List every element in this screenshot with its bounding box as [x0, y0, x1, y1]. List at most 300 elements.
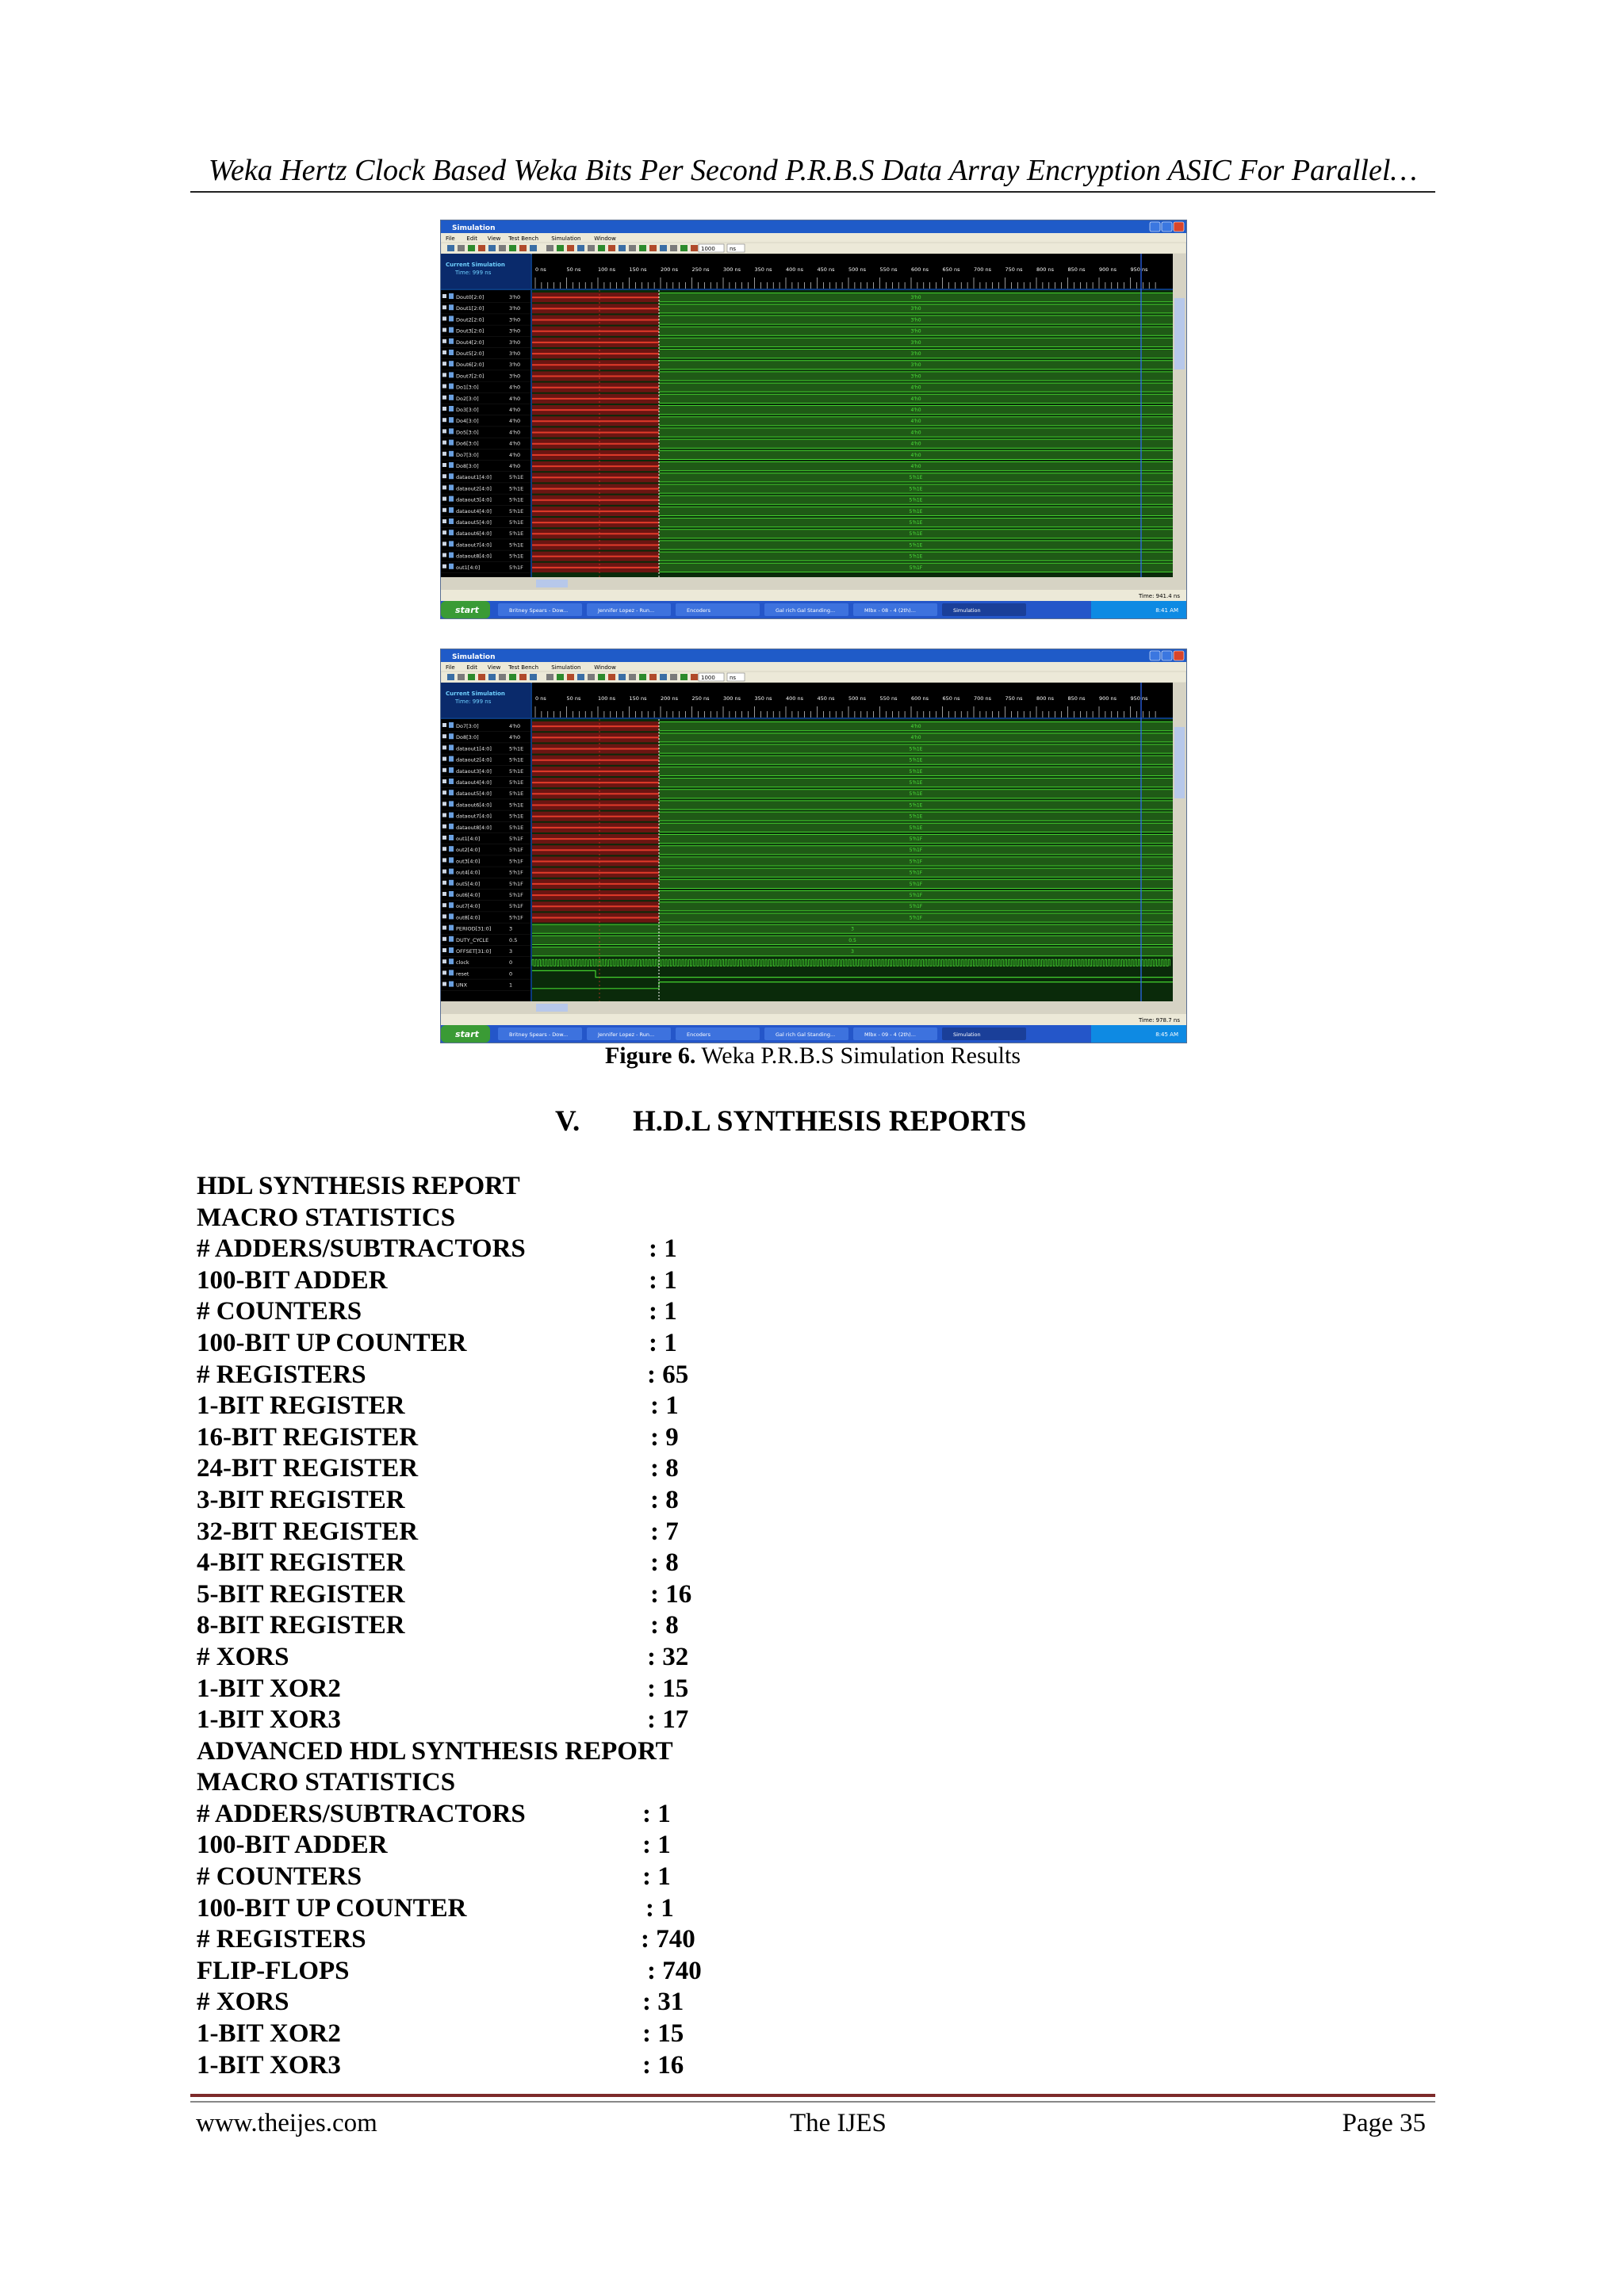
signal-icon	[449, 733, 454, 739]
toolbar-icon[interactable]	[608, 245, 615, 251]
taskbar-item-label: Gal rich Gal Standing...	[776, 607, 836, 614]
signal-name: dataout1[4:0]	[456, 474, 492, 481]
signal-icon	[449, 846, 454, 851]
signal-icon	[449, 722, 454, 728]
expand-icon[interactable]	[442, 305, 446, 309]
signal-name: out1[4:0]	[456, 836, 481, 842]
minimize-button[interactable]	[1150, 651, 1160, 660]
expand-icon[interactable]	[442, 813, 446, 817]
signal-value: 3'h0	[509, 316, 521, 323]
toolbar-icon[interactable]	[447, 245, 454, 251]
signal-value: 5'h1E	[509, 802, 524, 809]
time-tick-label: 850 ns	[1067, 266, 1086, 273]
report-label: 32-BIT REGISTER	[197, 1517, 419, 1546]
sim-time-value: Time: 999 ns	[455, 270, 492, 276]
time-tick-label: 400 ns	[786, 266, 803, 273]
expand-icon[interactable]	[442, 825, 446, 828]
start-label: start	[455, 605, 479, 615]
report-value: : 16	[650, 1579, 692, 1609]
report-label: # REGISTERS	[197, 1360, 366, 1389]
report-row	[197, 1548, 910, 1579]
bus-value-label: 4'h0	[910, 464, 921, 469]
time-tick-label: 800 ns	[1036, 266, 1054, 273]
time-tick-label: 450 ns	[817, 266, 835, 273]
menu-item[interactable]: View	[487, 664, 501, 671]
signal-icon	[449, 936, 454, 942]
expand-icon[interactable]	[442, 429, 446, 433]
toolbar-icon[interactable]	[530, 245, 537, 251]
bus-value-label: 4'h0	[910, 408, 921, 413]
toolbar-icon[interactable]	[691, 245, 698, 251]
signal-icon	[449, 925, 454, 931]
signal-icon	[449, 372, 454, 377]
signal-icon	[449, 553, 454, 558]
toolbar-icon[interactable]	[509, 245, 516, 251]
toolbar-icon[interactable]	[468, 245, 475, 251]
signal-name: Dout3[2:0]	[456, 327, 485, 335]
report-row	[197, 1422, 910, 1454]
signal-icon	[449, 744, 454, 750]
toolbar-icon[interactable]	[488, 245, 496, 251]
signal-value: 4'h0	[509, 440, 521, 447]
expand-icon[interactable]	[442, 858, 446, 862]
signal-value: 4'h0	[509, 384, 521, 391]
report-value: : 15	[647, 1674, 689, 1703]
signal-name: Do7[3:0]	[456, 723, 479, 729]
expand-icon[interactable]	[442, 914, 446, 918]
signal-icon	[449, 440, 454, 446]
signal-value: 5'h1F	[509, 914, 523, 921]
expand-icon[interactable]	[442, 508, 446, 512]
menu-item[interactable]: Window	[594, 664, 616, 671]
time-tick-label: 950 ns	[1130, 266, 1148, 273]
report-label: HDL SYNTHESIS REPORT	[197, 1172, 520, 1200]
signal-name: dataout6[4:0]	[456, 530, 492, 538]
expand-icon[interactable]	[442, 779, 446, 783]
toolbar-icon[interactable]	[660, 245, 667, 251]
signal-value: 5'h1E	[509, 530, 524, 538]
menu-item[interactable]: File	[446, 235, 455, 242]
signal-name: Dout6[2:0]	[456, 362, 485, 369]
bus-value-label: 5'h1E	[909, 768, 923, 775]
signal-value: 3'h0	[509, 327, 521, 335]
taskbar-item-label: Simulation	[953, 607, 981, 614]
report-value: : 1	[650, 1391, 679, 1421]
expand-icon[interactable]	[442, 373, 446, 377]
signal-icon	[449, 779, 454, 784]
signal-value: 5'h1E	[509, 824, 524, 831]
zoom-unit: ns	[730, 675, 737, 681]
signal-name: out3[4:0]	[456, 858, 481, 865]
toolbar-icon[interactable]	[458, 245, 465, 251]
report-row	[197, 2019, 910, 2050]
bus-value-label: 5'h1F	[909, 893, 923, 898]
expand-icon[interactable]	[442, 316, 446, 320]
report-row	[197, 1705, 910, 1736]
report-label: 16-BIT REGISTER	[197, 1422, 419, 1452]
bus-value-label: 4'h0	[910, 419, 921, 425]
signal-value: 5'h1F	[509, 892, 523, 898]
expand-icon[interactable]	[442, 734, 446, 738]
time-tick-label: 100 ns	[598, 695, 615, 702]
signal-name: out6[4:0]	[456, 892, 481, 898]
toolbar-icon[interactable]	[670, 245, 677, 251]
toolbar-icon[interactable]	[499, 674, 506, 680]
signal-name: Dout0[2:0]	[456, 294, 485, 300]
report-row	[197, 1171, 910, 1203]
signal-value: 5'h1E	[509, 519, 524, 526]
report-label: # ADDERS/SUBTRACTORS	[197, 1799, 526, 1828]
signal-icon	[449, 947, 454, 953]
expand-icon[interactable]	[442, 892, 446, 896]
report-label: # REGISTERS	[197, 1925, 366, 1954]
expand-icon[interactable]	[442, 418, 446, 422]
toolbar-icon[interactable]	[447, 674, 454, 680]
signal-value: 3'h0	[509, 339, 521, 346]
toolbar-icon[interactable]	[670, 674, 677, 680]
signal-icon	[449, 835, 454, 840]
bus-value-label: 5'h1E	[909, 791, 923, 798]
maximize-button[interactable]	[1162, 222, 1172, 232]
bus-value-label: 5'h1E	[909, 508, 923, 515]
report-row	[197, 1830, 910, 1862]
bus-value-label: 3	[851, 926, 854, 932]
report-label: 4-BIT REGISTER	[197, 1548, 405, 1578]
report-row	[197, 1265, 910, 1297]
toolbar-icon[interactable]	[629, 674, 636, 680]
signal-name: clock	[456, 959, 469, 966]
report-value: : 9	[650, 1422, 679, 1452]
report-label: MACRO STATISTICS	[197, 1768, 456, 1797]
report-value: : 1	[649, 1234, 677, 1264]
toolbar-icon[interactable]	[499, 245, 506, 251]
report-row	[197, 1453, 910, 1485]
time-tick-label: 700 ns	[974, 266, 991, 273]
signal-name: Dout4[2:0]	[456, 339, 485, 346]
report-label: 1-BIT REGISTER	[197, 1391, 405, 1421]
toolbar-icon[interactable]	[629, 245, 636, 251]
menu-item[interactable]: View	[487, 235, 501, 242]
signal-name: dataout5[4:0]	[456, 790, 492, 798]
bus-value-label: 5'h1F	[909, 859, 923, 865]
expand-icon[interactable]	[442, 959, 446, 963]
bus-value-label: 5'h1E	[909, 746, 923, 752]
expand-icon[interactable]	[442, 870, 446, 874]
toolbar-icon[interactable]	[488, 674, 496, 680]
toolbar-icon[interactable]	[639, 674, 646, 680]
toolbar-icon[interactable]	[478, 245, 485, 251]
toolbar-icon[interactable]	[598, 245, 605, 251]
report-value: : 8	[650, 1611, 679, 1640]
toolbar-icon[interactable]	[577, 674, 584, 680]
time-tick-label: 550 ns	[879, 695, 898, 702]
window-title: Simulation	[452, 653, 496, 661]
bus-value-label: 3'h0	[910, 295, 921, 300]
signal-icon	[449, 982, 454, 987]
toolbar-icon[interactable]	[567, 674, 574, 680]
sim-time-label: Current Simulation	[446, 262, 505, 268]
report-label: # XORS	[197, 1988, 289, 2017]
expand-icon[interactable]	[442, 836, 446, 840]
report-label: 1-BIT XOR2	[197, 1674, 341, 1703]
expand-icon[interactable]	[442, 937, 446, 941]
bus-value-label: 5'h1F	[909, 836, 923, 842]
figure-label: Figure 6.	[604, 1043, 696, 1069]
expand-icon[interactable]	[442, 564, 446, 568]
toolbar-icon[interactable]	[519, 245, 527, 251]
signal-value: 0	[509, 959, 513, 966]
expand-icon[interactable]	[442, 768, 446, 772]
report-value: : 15	[642, 2019, 684, 2049]
menu-item[interactable]: Test Bench	[508, 664, 539, 671]
bus-value-label: 5'h1E	[909, 520, 923, 526]
signal-name: Do3[3:0]	[456, 407, 479, 413]
close-button[interactable]	[1174, 222, 1184, 232]
signal-value: 3'h0	[509, 294, 521, 300]
expand-icon[interactable]	[442, 407, 446, 411]
time-tick-label: 50 ns	[566, 695, 581, 702]
toolbar-icon[interactable]	[478, 674, 485, 680]
toolbar-icon[interactable]	[458, 674, 465, 680]
expand-icon[interactable]	[442, 396, 446, 400]
status-bar	[441, 590, 1186, 601]
signal-icon	[449, 406, 454, 411]
toolbar-icon[interactable]	[680, 674, 688, 680]
toolbar-icon[interactable]	[608, 674, 615, 680]
time-tick-label: 600 ns	[911, 266, 929, 273]
time-tick-label: 800 ns	[1036, 695, 1054, 702]
toolbar-icon[interactable]	[577, 245, 584, 251]
signal-name: Dout5[2:0]	[456, 350, 485, 357]
expand-icon[interactable]	[442, 519, 446, 523]
signal-value: 3'h0	[509, 305, 521, 312]
bus-value-label: 4'h0	[910, 385, 921, 391]
report-value: : 1	[649, 1297, 677, 1326]
report-row	[197, 1360, 910, 1391]
menu-item[interactable]: File	[446, 664, 455, 671]
bus-value-label: 4'h0	[910, 735, 921, 741]
signal-icon	[449, 417, 454, 423]
bus-value-label: 4'h0	[910, 724, 921, 729]
signal-value: 5'h1F	[509, 836, 523, 842]
time-tick-label: 750 ns	[1005, 695, 1023, 702]
maximize-button[interactable]	[1162, 651, 1172, 660]
menu-item[interactable]: Window	[594, 235, 616, 242]
expand-icon[interactable]	[442, 982, 446, 986]
bus-value-label: 5'h1E	[909, 813, 923, 820]
report-row	[197, 1642, 910, 1674]
signal-name: dataout4[4:0]	[456, 507, 492, 515]
taskbar-item-label: Britney Spears - Dow...	[509, 607, 569, 614]
report-value: : 8	[650, 1548, 679, 1578]
toolbar-icon[interactable]	[546, 674, 553, 680]
report-label: 3-BIT REGISTER	[197, 1485, 405, 1514]
toolbar-icon[interactable]	[530, 674, 537, 680]
figure-caption	[440, 1043, 1185, 1070]
toolbar-icon[interactable]	[567, 245, 574, 251]
toolbar-icon[interactable]	[598, 674, 605, 680]
time-tick-label: 150 ns	[629, 695, 647, 702]
signal-name: dataout4[4:0]	[456, 779, 492, 786]
scrollbar-thumb[interactable]	[1174, 298, 1185, 369]
report-value: : 1	[642, 1799, 671, 1828]
signal-icon	[449, 824, 454, 829]
time-tick-label: 650 ns	[942, 266, 960, 273]
taskbar-item-label: Encoders	[687, 1031, 710, 1038]
bus-value-label: 3'h0	[910, 351, 921, 357]
report-value: : 8	[650, 1485, 679, 1514]
expand-icon[interactable]	[442, 541, 446, 545]
menu-item[interactable]: Simulation	[551, 235, 581, 242]
signal-name: out7[4:0]	[456, 903, 481, 910]
time-tick-label: 400 ns	[786, 695, 803, 702]
signal-icon	[449, 293, 454, 299]
minimize-button[interactable]	[1150, 222, 1160, 232]
signal-icon	[449, 361, 454, 366]
bus-value-label: 5'h1E	[909, 553, 923, 560]
signal-value: 1	[509, 982, 513, 989]
menu-item[interactable]: Edit	[466, 235, 477, 242]
bus-value-label: 4'h0	[910, 430, 921, 436]
expand-icon[interactable]	[442, 474, 446, 478]
toolbar-icon[interactable]	[639, 245, 646, 251]
signal-name: out2[4:0]	[456, 847, 481, 854]
expand-icon[interactable]	[442, 530, 446, 534]
signal-value: 4'h0	[509, 723, 521, 729]
signal-icon	[449, 767, 454, 773]
report-label: 1-BIT XOR2	[197, 2019, 341, 2049]
menu-item[interactable]: Test Bench	[508, 235, 539, 242]
report-row	[197, 1799, 910, 1831]
toolbar-icon[interactable]	[588, 674, 595, 680]
signal-value: 5'h1E	[509, 541, 524, 549]
signal-value: 5'h1E	[509, 745, 524, 752]
menu-item[interactable]: Simulation	[551, 664, 581, 671]
toolbar-icon[interactable]	[691, 674, 698, 680]
report-label: 24-BIT REGISTER	[197, 1454, 419, 1483]
signal-icon	[449, 462, 454, 468]
signal-icon	[449, 902, 454, 908]
expand-icon[interactable]	[442, 463, 446, 467]
expand-icon[interactable]	[442, 802, 446, 806]
expand-icon[interactable]	[442, 757, 446, 761]
footer-rule	[190, 2094, 1435, 2097]
expand-icon[interactable]	[442, 553, 446, 557]
report-label: 100-BIT UP COUNTER	[197, 1328, 467, 1357]
expand-icon[interactable]	[442, 294, 446, 298]
signal-icon	[449, 857, 454, 863]
signal-value: 4'h0	[509, 734, 521, 741]
expand-icon[interactable]	[442, 723, 446, 727]
menu-item[interactable]: Edit	[466, 664, 477, 671]
toolbar-icon[interactable]	[649, 245, 657, 251]
expand-icon[interactable]	[442, 385, 446, 388]
synthesis-report	[197, 1171, 910, 2081]
signal-name: dataout8[4:0]	[456, 824, 492, 831]
expand-icon[interactable]	[442, 452, 446, 456]
toolbar-icon[interactable]	[619, 674, 626, 680]
report-row	[197, 1862, 910, 1893]
expand-icon[interactable]	[442, 328, 446, 332]
report-label: 100-BIT ADDER	[197, 1265, 388, 1295]
signal-value: 5'h1F	[509, 858, 523, 865]
expand-icon[interactable]	[442, 881, 446, 885]
bus-value-label: 3'h0	[910, 306, 921, 312]
signal-icon	[449, 790, 454, 795]
expand-icon[interactable]	[442, 485, 446, 489]
expand-icon[interactable]	[442, 903, 446, 907]
scrollbar-thumb[interactable]	[1174, 727, 1185, 798]
toolbar-icon[interactable]	[588, 245, 595, 251]
report-row	[197, 1203, 910, 1234]
report-value: : 16	[642, 2050, 684, 2080]
time-tick-label: 450 ns	[817, 695, 835, 702]
signal-value: 4'h0	[509, 429, 521, 436]
signal-value: 4'h0	[509, 407, 521, 413]
section-heading	[555, 1104, 1026, 1138]
expand-icon[interactable]	[442, 441, 446, 445]
signal-icon	[449, 959, 454, 964]
toolbar-icon[interactable]	[660, 674, 667, 680]
expand-icon[interactable]	[442, 350, 446, 354]
expand-icon[interactable]	[442, 790, 446, 794]
time-tick-label: 250 ns	[691, 695, 710, 702]
report-value: : 7	[650, 1517, 679, 1546]
expand-icon[interactable]	[442, 745, 446, 749]
expand-icon[interactable]	[442, 497, 446, 501]
expand-icon[interactable]	[442, 948, 446, 952]
hscroll-thumb[interactable]	[536, 580, 568, 587]
bus-value-label: 5'h1E	[909, 780, 923, 786]
toolbar-icon[interactable]	[468, 674, 475, 680]
expand-icon[interactable]	[442, 847, 446, 851]
toolbar-icon[interactable]	[509, 674, 516, 680]
time-tick-label: 350 ns	[754, 695, 772, 702]
signal-icon	[449, 530, 454, 535]
toolbar-icon[interactable]	[557, 245, 564, 251]
expand-icon[interactable]	[442, 339, 446, 343]
signal-icon	[449, 395, 454, 400]
close-button[interactable]	[1174, 651, 1184, 660]
toolbar-icon[interactable]	[680, 245, 688, 251]
expand-icon[interactable]	[442, 362, 446, 365]
expand-icon[interactable]	[442, 926, 446, 930]
signal-name: dataout3[4:0]	[456, 496, 492, 503]
time-tick-label: 850 ns	[1067, 695, 1086, 702]
toolbar-icon[interactable]	[519, 674, 527, 680]
toolbar-icon[interactable]	[649, 674, 657, 680]
signal-name: dataout2[4:0]	[456, 485, 492, 492]
signal-name: Dout7[2:0]	[456, 373, 485, 380]
report-value: : 31	[642, 1988, 684, 2017]
time-tick-label: 100 ns	[598, 266, 615, 273]
expand-icon[interactable]	[442, 970, 446, 974]
taskbar-item-label: Mlbx - 08 - 4 (2th)...	[864, 607, 916, 614]
bus-value-label: 5'h1F	[909, 870, 923, 876]
toolbar-icon[interactable]	[619, 245, 626, 251]
signal-icon	[449, 428, 454, 434]
signal-name: Do2[3:0]	[456, 395, 479, 402]
signal-icon	[449, 484, 454, 490]
toolbar-icon[interactable]	[557, 674, 564, 680]
section-title: H.D.L SYNTHESIS REPORTS	[633, 1105, 1027, 1138]
report-row	[197, 1610, 910, 1642]
signal-name: PERIOD[31:0]	[456, 925, 492, 932]
report-value: : 65	[647, 1360, 689, 1389]
hscroll-thumb[interactable]	[536, 1004, 568, 1012]
tray-clock: 8:45 AM	[1155, 1031, 1178, 1038]
toolbar-icon[interactable]	[546, 245, 553, 251]
